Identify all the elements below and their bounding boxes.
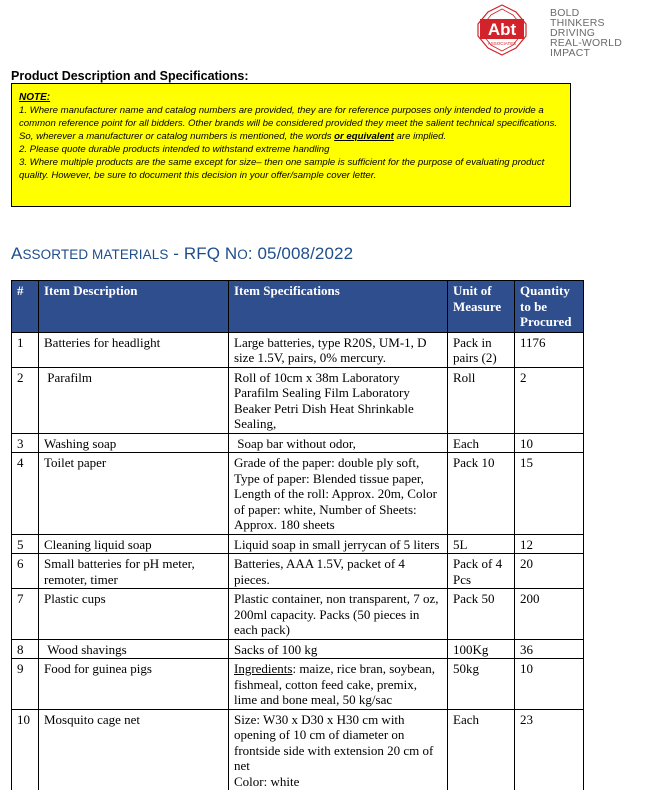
row-unit: Pack 10 [448, 453, 515, 535]
row-specifications: Liquid soap in small jerrycan of 5 liters [229, 534, 448, 554]
table-row [12, 554, 584, 589]
note-item-3: 3. Where multiple products are the same except for size– then one sample is sufficient for the purpose of evaluating product quality. However, be sure to document this decision in your offer/sample cover letter. [19, 157, 545, 181]
row-specifications: Size: W30 x D30 x H30 cm with opening of 10 cm of diameter on frontside side with extension 20 cm of net Color: white [229, 709, 448, 790]
table-row [12, 639, 584, 659]
row-description: Washing soap [39, 433, 229, 453]
row-unit: 50kg [448, 659, 515, 710]
items-table [11, 280, 584, 790]
table-row [12, 589, 584, 640]
row-number: 10 [12, 709, 39, 790]
row-description: Cleaning liquid soap [39, 534, 229, 554]
row-specifications: Batteries, AAA 1.5V, packet of 4 pieces. [229, 554, 448, 589]
row-quantity: 200 [515, 589, 584, 640]
table-row [12, 534, 584, 554]
row-quantity: 23 [515, 709, 584, 790]
row-quantity: 10 [515, 433, 584, 453]
abt-tagline: BOLD THINKERS DRIVING REAL-WORLD IMPACT [550, 7, 623, 59]
abt-logo [466, 4, 646, 62]
row-quantity: 1176 [515, 332, 584, 367]
row-description: Food for guinea pigs [39, 659, 229, 710]
note-title: NOTE: [19, 92, 51, 103]
row-number: 5 [12, 534, 39, 554]
row-unit: 5L [448, 534, 515, 554]
table-row [12, 367, 584, 433]
row-specifications: Large batteries, type R20S, UM-1, D size 1.5V, pairs, 0% mercury. [229, 332, 448, 367]
row-description: Mosquito cage net [39, 709, 229, 790]
row-quantity: 15 [515, 453, 584, 535]
row-quantity: 36 [515, 639, 584, 659]
row-unit: Roll [448, 367, 515, 433]
header-item-specifications: Item Specifications [229, 281, 448, 333]
ingredients-label: Ingredients [234, 661, 293, 676]
table-row [12, 453, 584, 535]
row-number: 6 [12, 554, 39, 589]
row-unit: Each [448, 433, 515, 453]
table-header-row [12, 281, 584, 333]
table-row [12, 659, 584, 710]
row-number: 2 [12, 367, 39, 433]
row-description: Batteries for headlight [39, 332, 229, 367]
row-unit: Pack in pairs (2) [448, 332, 515, 367]
abt-logo-mark [466, 4, 538, 56]
abt-logo-sub: ASSOCIATES [487, 41, 517, 46]
note-item-1: 1. Where manufacturer name and catalog numbers are provided, they are for reference purposes only intended to provide a common reference point for all bidders. Other brands will be considered provided they meet the salient technical specifications. So, wherever a manufacturer or catalog numbers is mentioned, the words or equivalent are implied. [19, 105, 558, 142]
row-quantity: 12 [515, 534, 584, 554]
row-description: Wood shavings [39, 639, 229, 659]
row-unit: Each [448, 709, 515, 790]
row-unit: 100Kg [448, 639, 515, 659]
table-row [12, 433, 584, 453]
note-item-2: 2. Please quote durable products intended to withstand extreme handling [19, 144, 330, 155]
row-number: 8 [12, 639, 39, 659]
table-row [12, 709, 584, 790]
row-number: 1 [12, 332, 39, 367]
header-number: # [12, 281, 39, 333]
row-specifications: Sacks of 100 kg [229, 639, 448, 659]
header-quantity: Quantity to be Procured [515, 281, 584, 333]
section-heading: Product Description and Specifications: [11, 69, 249, 83]
header-unit-of-measure: Unit of Measure [448, 281, 515, 333]
table-row [12, 332, 584, 367]
row-number: 9 [12, 659, 39, 710]
row-specifications: Soap bar without odor, [229, 433, 448, 453]
row-description: Toilet paper [39, 453, 229, 535]
row-quantity: 20 [515, 554, 584, 589]
header-item-description: Item Description [39, 281, 229, 333]
row-specifications: Roll of 10cm x 38m Laboratory Parafilm Sealing Film Laboratory Beaker Petri Dish Heat Shrinkable Sealing, [229, 367, 448, 433]
row-specifications: Plastic container, non transparent, 7 oz, 200ml capacity. Packs (50 pieces in each pack) [229, 589, 448, 640]
row-unit: Pack of 4 Pcs [448, 554, 515, 589]
row-description: Small batteries for pH meter, remoter, timer [39, 554, 229, 589]
rfq-title: ASSORTED MATERIALS - RFQ NO: 05/008/2022 [11, 244, 354, 263]
row-unit: Pack 50 [448, 589, 515, 640]
note-or-equivalent: or equivalent [334, 131, 394, 142]
row-number: 7 [12, 589, 39, 640]
row-quantity: 2 [515, 367, 584, 433]
note-box [11, 83, 571, 207]
row-quantity: 10 [515, 659, 584, 710]
row-specifications: Grade of the paper: double ply soft, Type of paper: Blended tissue paper, Length of the roll: Approx. 20m, Color of paper: white, Number of Sheets: Approx. 180 sheets [229, 453, 448, 535]
row-description: Parafilm [39, 367, 229, 433]
row-number: 4 [12, 453, 39, 535]
row-number: 3 [12, 433, 39, 453]
row-specifications: Ingredients: maize, rice bran, soybean, fishmeal, cotton feed cake, premix, lime and bone meal, 50 kg/sac [229, 659, 448, 710]
abt-logo-brand: Abt [487, 20, 517, 39]
row-description: Plastic cups [39, 589, 229, 640]
